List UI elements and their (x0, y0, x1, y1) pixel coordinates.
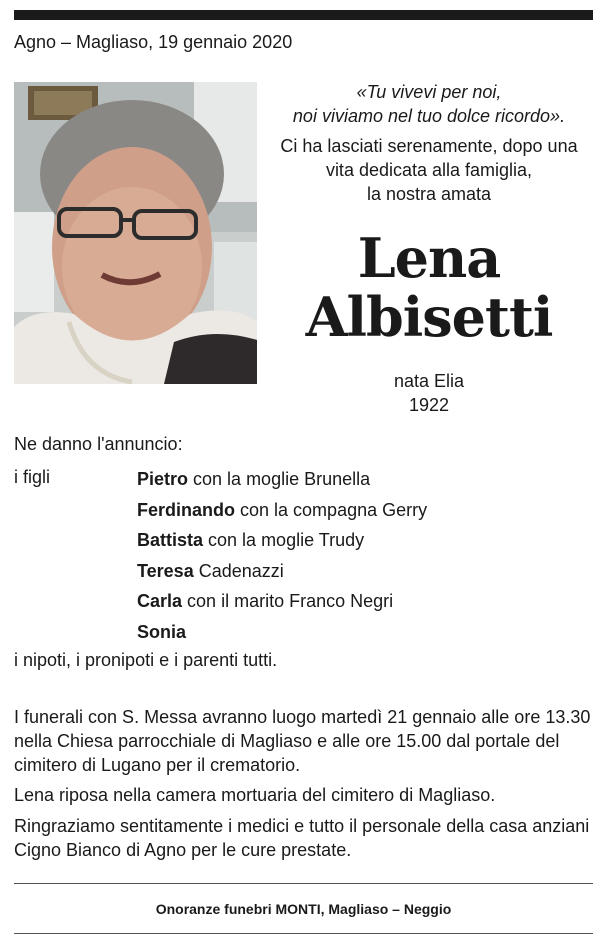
child-name: Teresa (137, 560, 194, 581)
list-item (137, 588, 427, 619)
funeral-details: I funerali con S. Messa avranno luogo martedì 21 gennaio alle ore 13.30 nella Chiesa parrocchiale di Magliaso e alle ore 15.00 dal portale del cimitero di Lugano per il crematorio. (14, 707, 591, 775)
list-item (137, 497, 427, 528)
children-label: i figli (14, 467, 51, 487)
list-item (137, 527, 427, 558)
deceased-last-name: Albisetti (305, 285, 553, 349)
resting-place: Lena riposa nella camera mortuaria del cimitero di Magliaso. (14, 785, 496, 805)
intro-line-2: vita dedicata alla famiglia, (325, 160, 533, 180)
child-detail: con la compagna Gerry (240, 499, 428, 520)
quote-line-2: noi viviamo nel tuo dolce ricordo». (292, 106, 566, 126)
thanks-note: Ringraziamo sentitamente i medici e tutto il personale della casa anziani Cigno Bianco di Agno per le cure prestate. (14, 816, 590, 860)
child-name: Battista (137, 530, 204, 551)
birth-year: 1922 (408, 395, 450, 415)
announcement-heading: Ne danno l'annuncio: (14, 434, 183, 454)
born-as: nata Elia (393, 371, 465, 391)
list-item (137, 619, 427, 650)
memorial-quote (265, 80, 593, 128)
top-rule-bar (14, 10, 593, 20)
footer-divider-top (14, 883, 593, 884)
list-item (137, 466, 427, 497)
child-detail: con il marito Franco Negri (187, 591, 394, 612)
other-relatives: i nipoti, i pronipoti e i parenti tutti. (14, 650, 278, 670)
child-name: Sonia (137, 621, 187, 642)
child-detail: con la moglie Trudy (208, 530, 365, 551)
place-date: Agno – Magliaso, 19 gennaio 2020 (14, 32, 293, 52)
child-detail: con la moglie Brunella (193, 469, 371, 489)
footer-divider-bottom (14, 933, 593, 934)
child-name: Pietro (137, 469, 189, 489)
children-list (137, 466, 427, 650)
funeral-home: Onoranze funebri MONTI, Magliaso – Neggio (155, 901, 452, 917)
child-name: Ferdinando (137, 499, 235, 520)
child-name: Carla (137, 591, 183, 612)
quote-line-1: «Tu vivevi per noi, (356, 82, 502, 102)
intro-line-3: la nostra amata (366, 184, 492, 204)
intro-text (265, 134, 593, 206)
child-detail: Cadenazzi (198, 560, 284, 581)
intro-line-1: Ci ha lasciati serenamente, dopo una (280, 136, 578, 156)
birth-info (265, 369, 593, 417)
list-item (137, 558, 427, 589)
deceased-first-name: Lena (357, 226, 501, 290)
portrait-photo (14, 82, 257, 384)
